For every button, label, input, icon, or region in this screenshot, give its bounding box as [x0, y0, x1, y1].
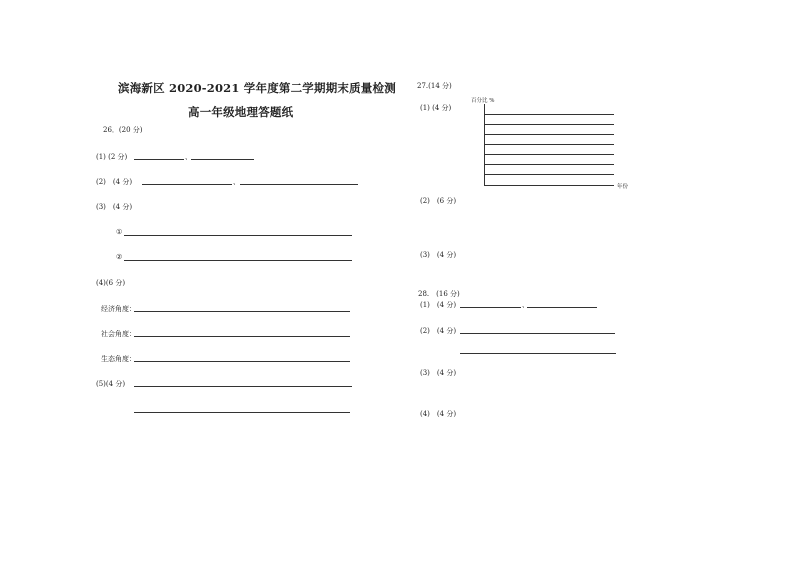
- q26-part2-separator: 、: [233, 178, 240, 186]
- social-angle-blank[interactable]: [134, 336, 350, 337]
- chart-gridline: [485, 164, 614, 165]
- question-27-heading: 27.(14 分): [417, 82, 452, 90]
- chart-gridline: [485, 144, 614, 145]
- chart-y-axis-label: 百分比 %: [471, 98, 495, 104]
- q26-part2-label: (2) (4 分): [96, 178, 133, 186]
- q26-part3-blank-1[interactable]: [124, 235, 352, 236]
- q27-part3-label: (3) (4 分): [420, 251, 457, 259]
- q26-part3-item1-marker: ①: [116, 228, 123, 236]
- q28-part1-blank-a[interactable]: [460, 307, 521, 308]
- social-angle-label: 社会角度：: [101, 330, 136, 338]
- q28-part1-separator: 、: [522, 301, 529, 309]
- q26-part3-label: (3) (4 分): [96, 203, 133, 211]
- chart-gridline: [485, 124, 614, 125]
- q26-part5-label: (5)(4 分): [96, 380, 126, 388]
- q28-part4-label: (4) (4 分): [420, 410, 457, 418]
- q26-part1-blank-b[interactable]: [191, 159, 254, 160]
- q26-part1-blank-a[interactable]: [134, 159, 184, 160]
- q26-part5-blank-1[interactable]: [134, 386, 352, 387]
- q26-part2-blank-b[interactable]: [240, 184, 358, 185]
- chart-gridline: [485, 174, 614, 175]
- q26-part5-blank-2[interactable]: [134, 412, 350, 413]
- chart-gridline: [485, 154, 614, 155]
- q28-part2-label: (2) (4 分): [420, 327, 457, 335]
- q26-part1-separator: 、: [185, 153, 192, 161]
- q28-part1-blank-b[interactable]: [527, 307, 597, 308]
- q26-part2-blank-a[interactable]: [142, 184, 232, 185]
- question-26-heading: 26．(20 分): [103, 126, 143, 134]
- q26-part1-label: (1) (2 分): [96, 153, 128, 161]
- question-28-heading: 28. (16 分): [418, 290, 460, 298]
- q26-part3-blank-2[interactable]: [124, 260, 352, 261]
- economic-angle-label: 经济角度：: [101, 305, 136, 313]
- chart-gridline: [485, 134, 614, 135]
- chart-x-axis-label: 年份: [617, 184, 629, 190]
- ecological-angle-label: 生态角度：: [101, 355, 136, 363]
- ecological-angle-blank[interactable]: [134, 361, 350, 362]
- q28-part2-blank-2[interactable]: [460, 353, 616, 354]
- q26-part3-item2-marker: ②: [116, 253, 123, 261]
- q28-part1-label: (1) (4 分): [420, 301, 457, 309]
- economic-angle-blank[interactable]: [134, 311, 350, 312]
- q27-part1-label: (1) (4 分): [420, 104, 452, 112]
- page-subtitle: 高一年级地理答题纸: [188, 105, 294, 119]
- chart-gridline: [485, 114, 614, 115]
- q27-part2-label: (2) (6 分): [420, 197, 457, 205]
- q26-part4-label: (4)(6 分): [96, 279, 126, 287]
- q28-part3-label: (3) (4 分): [420, 369, 457, 377]
- chart-x-axis: [484, 185, 614, 186]
- q28-part2-blank-1[interactable]: [460, 333, 615, 334]
- page-title: 滨海新区 2020-2021 学年度第二学期期末质量检测: [118, 81, 396, 95]
